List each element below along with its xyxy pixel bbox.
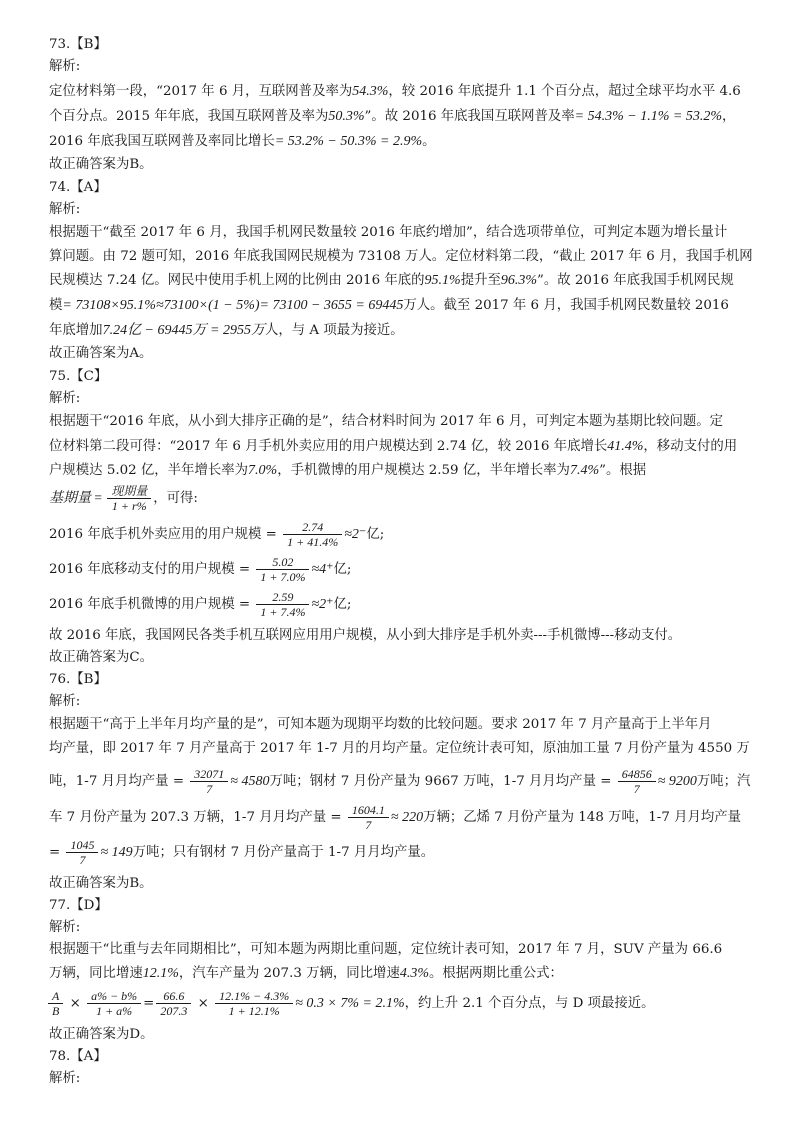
answer-line: 故正确答案为B。 <box>49 157 153 172</box>
text-line: 算问题。由 72 题可知，2016 年底我国网民规模为 73108 万人。定位材料第二段，“截止 2017 年 6 月，我国手机网 <box>49 249 753 264</box>
text-line: 民规模达 7.24 亿。网民中使用手机上网的比例由 2016 年底的95.1%提升至96.3%”。故 2016 年底我国手机网民规 <box>49 273 734 288</box>
fraction: 现期量 1 + r% <box>107 484 151 513</box>
text-line: 根据题干“2016 年底，从小到大排序正确的是”，结合材料时间为 2017 年 6 月，可判定本题为基期比较问题。定 <box>49 414 724 429</box>
text-line: 2016 年底我国互联网普及率同比增长= 53.2% − 50.3% = 2.9%。 <box>49 134 436 149</box>
analysis-label: 解析: <box>49 694 81 709</box>
text-line: 定位材料第一段，“2017 年 6 月，互联网普及率为54.3%，较 2016 年底提升 1.1 个百分点，超过全球平均水平 4.6 <box>49 84 741 99</box>
text-line: 均产量，即 2017 年 7 月产量高于 2017 年 1-7 月的月均产量。定位统计表可知，原油加工量 7 月份产量为 4550 万 <box>49 741 750 756</box>
analysis-label: 解析: <box>49 202 81 217</box>
text-line: 根据题干“高于上半年月均产量的是”，可知本题为现期平均数的比较问题。要求 2017 年 7 月产量高于上半年月 <box>49 717 712 732</box>
analysis-label: 解析: <box>49 59 81 74</box>
formula-line: 吨，1-7 月月均产量 = $\frac{32071}{7}$ ≈ 4580万吨；钢材 7 月份产量为 9667 万吨，1-7 月月均产量 = $\frac{64856}{7}$ ≈ 9200万吨；汽 <box>49 767 751 796</box>
question-73-heading: 73.【B】 <box>49 37 107 52</box>
fraction: $\frac{66.6}{207.3}$ <box>156 989 191 1018</box>
text-line: 模= 73108×95.1%≈73100×(1 − 5%)= 73100 − 3655 = 69445万人。截至 2017 年 6 月，我国手机网民数量较 2016 <box>49 298 729 313</box>
question-76-heading: 76.【B】 <box>49 672 107 687</box>
text-line: 年底增加7.24亿 − 69445万 = 2955万人，与 A 项最为接近。 <box>49 323 404 338</box>
fraction: $\frac{a\% - b\%}{1 + a\%}$ <box>87 989 141 1018</box>
fraction: $\frac{5.02}{1 + 7.0\%}$ <box>256 555 309 584</box>
answer-line: 故正确答案为C。 <box>49 650 153 665</box>
formula-line: $\frac{A}{B}$ × $\frac{a\% - b\%}{1 + a\%}$ = $\frac{66.6}{207.3}$ × $\frac{12.1\% - 4.3\%}{1 + 12.1\%}$ ≈ 0.3 × 7% = 2.1%，约上升 2.1 个百分点，与 D 项最接近。 <box>46 989 655 1018</box>
question-74-heading: 74.【A】 <box>49 180 107 195</box>
fraction: $\frac{64856}{7}$ <box>618 767 656 796</box>
formula-line: 2016 年底手机微博的用户规模 = $\frac{2.59}{1 + 7.4\%}$ ≈2⁺亿; <box>49 590 352 619</box>
fraction: $\frac{32071}{7}$ <box>190 767 228 796</box>
text-line: 故 2016 年底，我国网民各类手机互联网应用用户规模，从小到大排序是手机外卖---手机微博---移动支付。 <box>49 628 682 643</box>
text-line: 位材料第二段可得：“2017 年 6 月手机外卖应用的用户规模达到 2.74 亿，较 2016 年底增长41.4%，移动支付的用 <box>49 439 738 454</box>
fraction: $\frac{1045}{7}$ <box>66 838 98 867</box>
text-line: 户规模达 5.02 亿，半年增长率为7.0%，手机微博的用户规模达 2.59 亿，半年增长率为7.4%”。根据 <box>49 463 647 478</box>
formula-line: = $\frac{1045}{7}$ ≈ 149万吨；只有钢材 7 月份产量高于 1-7 月月均产量。 <box>49 838 435 867</box>
formula-line: 基期量 = 现期量 1 + r% ，可得: <box>49 484 198 513</box>
fraction: $\frac{A}{B}$ <box>48 989 63 1018</box>
text-line: 万辆，同比增速12.1%，汽车产量为 207.3 万辆，同比增速4.3%。根据两期比重公式： <box>49 966 563 981</box>
question-75-heading: 75.【C】 <box>49 369 108 384</box>
fraction: $\frac{2.74}{1 + 41.4\%}$ <box>283 520 342 549</box>
formula-line: 2016 年底移动支付的用户规模 = $\frac{5.02}{1 + 7.0\%}$ ≈4⁺亿; <box>49 555 352 584</box>
formula-line: 2016 年底手机外卖应用的用户规模 = $\frac{2.74}{1 + 41.4\%}$ ≈2⁻亿; <box>49 520 385 549</box>
question-78-heading: 78.【A】 <box>49 1049 107 1064</box>
fraction: $\frac{2.59}{1 + 7.4\%}$ <box>256 590 309 619</box>
answer-line: 故正确答案为B。 <box>49 876 153 891</box>
text-line: 根据题干“截至 2017 年 6 月，我国手机网民数量较 2016 年底约增加”，结合选项带单位，可判定本题为增长量计 <box>49 225 728 240</box>
text-line: 根据题干“比重与去年同期相比”，可知本题为两期比重问题，定位统计表可知，2017 年 7 月，SUV 产量为 66.6 <box>49 942 723 957</box>
analysis-label: 解析: <box>49 391 81 406</box>
text-line: 个百分点。2015 年年底，我国互联网普及率为50.3%”。故 2016 年底我国互联网普及率= 54.3% − 1.1% = 53.2%， <box>49 109 736 124</box>
analysis-label: 解析: <box>49 920 81 935</box>
formula-line: 车 7 月份产量为 207.3 万辆，1-7 月月均产量 = $\frac{1604.1}{7}$ ≈ 220万辆；乙烯 7 月份产量为 148 万吨，1-7 月月均产量 <box>49 803 742 832</box>
answer-line: 故正确答案为A。 <box>49 346 153 361</box>
answer-line: 故正确答案为D。 <box>49 1027 154 1042</box>
analysis-label: 解析: <box>49 1071 81 1086</box>
question-77-heading: 77.【D】 <box>49 898 108 913</box>
fraction: $\frac{1604.1}{7}$ <box>348 803 389 832</box>
fraction: $\frac{12.1\% - 4.3\%}{1 + 12.1\%}$ <box>215 989 293 1018</box>
